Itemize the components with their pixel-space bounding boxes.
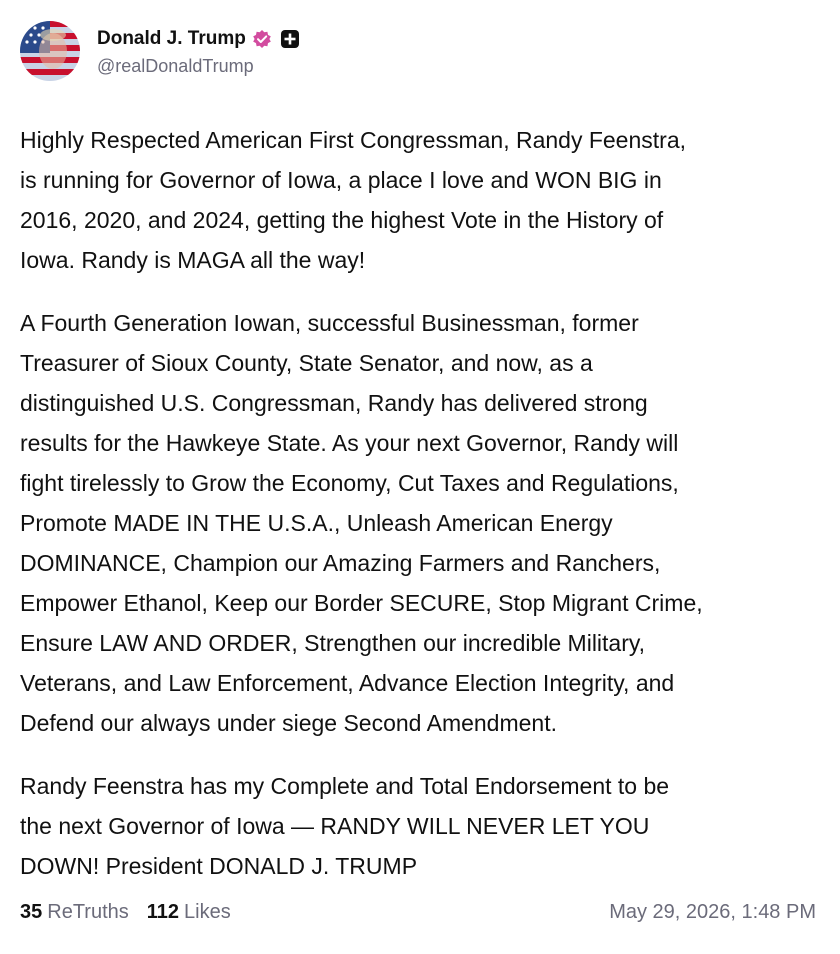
post-header: [20, 20, 300, 82]
retruths-stat[interactable]: [20, 901, 129, 924]
author-handle[interactable]: @realDonaldTrump: [97, 56, 254, 76]
retruths-count: 35: [20, 900, 43, 923]
post-paragraph: Highly Respected American First Congressman, Randy Feenstra, is running for Governor of Iowa, a place I love and WON BIG in 2016, 2020, and 2024, getting the highest Vote in the History of Iowa. Randy is MAGA all the way!: [20, 127, 687, 273]
name-row: [97, 25, 300, 53]
author-identity: [97, 25, 300, 77]
post-timestamp[interactable]: May 29, 2026, 1:48 PM: [609, 900, 816, 923]
retruths-label: ReTruths: [47, 900, 129, 923]
post-paragraph: Randy Feenstra has my Complete and Total Endorsement to be the next Governor of Iowa — RANDY WILL NEVER LET YOU DOWN! President DONALD J. TRUMP: [20, 773, 670, 879]
plus-square-icon: [280, 29, 300, 49]
avatar[interactable]: [20, 21, 80, 81]
american-flag-portrait-avatar-icon: [20, 21, 80, 81]
verified-badge-icon: [252, 29, 272, 49]
likes-label: Likes: [184, 900, 231, 923]
post-footer: [20, 895, 816, 929]
author-display-name[interactable]: Donald J. Trump: [97, 28, 246, 49]
post-body: [20, 120, 820, 909]
post-stats: [20, 901, 249, 924]
post-paragraph: A Fourth Generation Iowan, successful Businessman, former Treasurer of Sioux County, State Senator, and now, as a distinguished U.S. Congressman, Randy has delivered strong results for the Hawkeye State. As your next Governor, Randy will fight tirelessly to Grow the Economy, Cut Taxes and Regulations, Promote MADE IN THE U.S.A., Unleash American Energy DOMINANCE, Champion our Amazing Farmers and Ranchers, Empower Ethanol, Keep our Border SECURE, Stop Migrant Crime, Ensure LAW AND ORDER, Strengthen our incredible Military, Veterans, and Law Enforcement, Advance Election Integrity, and Defend our always under siege Second Amendment.: [20, 310, 703, 736]
likes-stat[interactable]: [147, 901, 231, 924]
likes-count: 112: [146, 900, 180, 923]
